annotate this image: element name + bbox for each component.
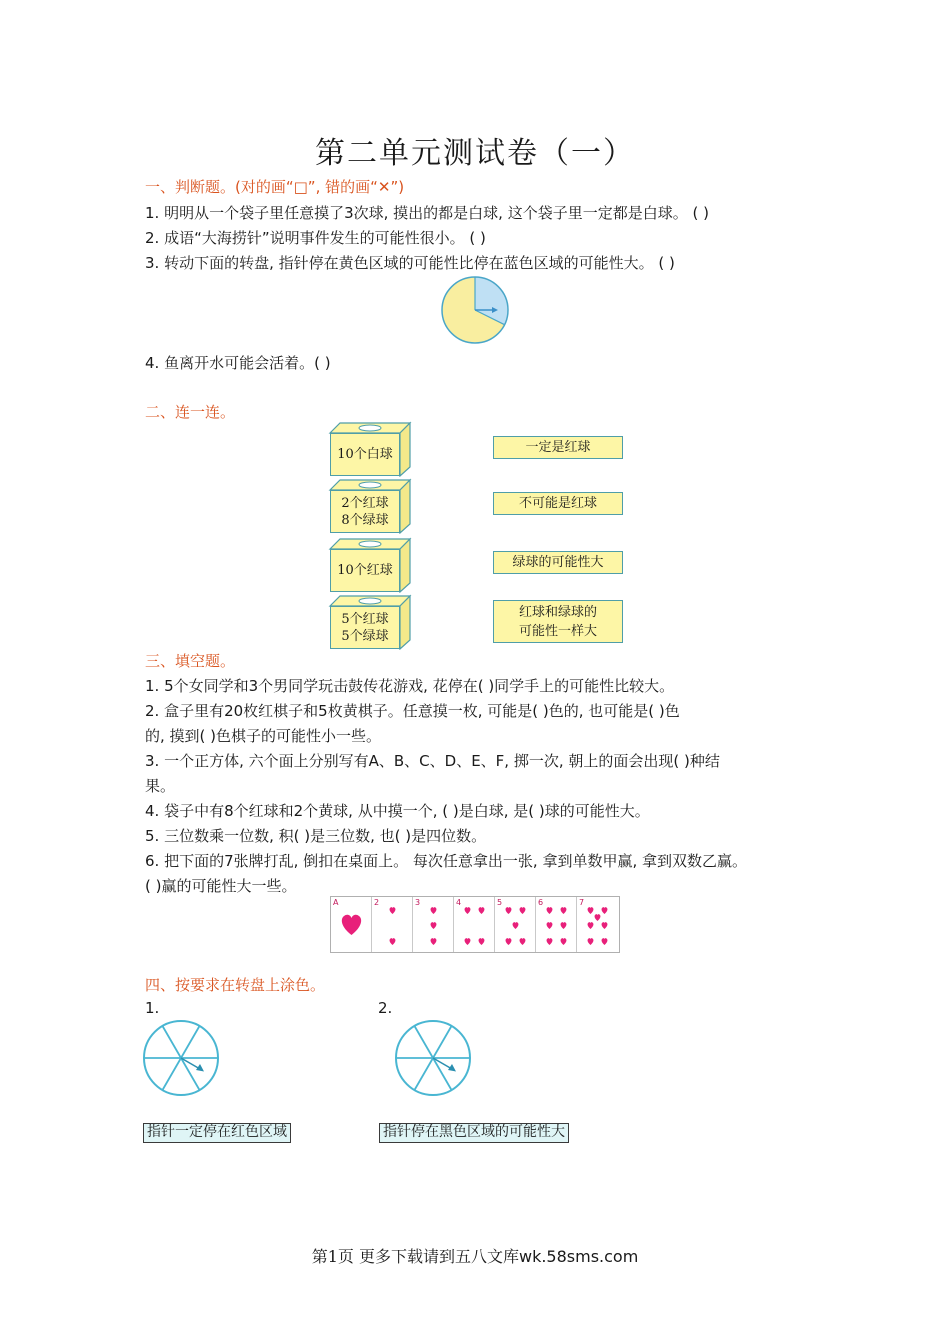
- heart-icon: [479, 907, 485, 914]
- option-1-text: 一定是红球: [525, 440, 591, 455]
- box-4-line-1: 5个红球: [341, 611, 389, 627]
- fill-line-6: 4. 袋子中有8个红球和2个黄球, 从中摸一个, ( )是白球, 是( )球的可能性大。: [145, 802, 650, 820]
- wheel-1-label: 1.: [145, 999, 160, 1017]
- heart-icon: [465, 907, 471, 914]
- card-5: [495, 897, 536, 952]
- heart-icon: [547, 907, 553, 914]
- card-3-rank: 3: [415, 898, 421, 907]
- fill-line-4: 3. 一个正方体, 六个面上分别写有A、B、C、D、E、F, 掷一次, 朝上的面会出现( )种结: [145, 752, 720, 770]
- card-4-rank: 4: [456, 898, 462, 907]
- option-4: [493, 600, 623, 643]
- section-4-heading: 四、按要求在转盘上涂色。: [145, 976, 326, 994]
- heart-icon: [547, 922, 553, 929]
- heart-icon: [506, 938, 512, 945]
- heart-icon: [588, 938, 594, 945]
- heart-icon: [431, 907, 437, 914]
- card-7-rank: 7: [579, 898, 585, 907]
- judge-item-3: 3. 转动下面的转盘, 指针停在黄色区域的可能性比停在蓝色区域的可能性大。 ( ): [145, 254, 675, 272]
- fill-line-8: 6. 把下面的7张牌打乱, 倒扣在桌面上。 每次任意拿出一张, 拿到单数甲赢, 拿到双数乙赢。: [145, 852, 748, 870]
- heart-icon: [520, 938, 526, 945]
- spinner-wheel-2[interactable]: [393, 1018, 473, 1098]
- option-4-line-1: 红球和绿球的: [518, 604, 597, 620]
- wheel-2-label: 2.: [378, 999, 393, 1017]
- card-5-rank: 5: [497, 898, 503, 907]
- heart-icon: [588, 907, 594, 914]
- fill-line-3: 的, 摸到( )色棋子的可能性小一些。: [145, 727, 382, 745]
- heart-icon: [561, 922, 567, 929]
- heart-icon: [602, 938, 608, 945]
- heart-icon: [431, 922, 437, 929]
- box-2-line-1: 2个红球: [341, 495, 389, 511]
- footer-text: 第1页 更多下载请到五八文库: [311, 1247, 519, 1266]
- heart-icon: [390, 938, 396, 945]
- option-2-text: 不可能是红球: [518, 496, 597, 511]
- card-2: [372, 897, 413, 952]
- option-2: [493, 492, 623, 515]
- section-1-heading: 一、判断题。(对的画“□”, 错的画“✕”): [145, 178, 405, 196]
- spinner-yellow-blue: [438, 274, 512, 346]
- heart-icon: [595, 914, 601, 921]
- heart-icon: [588, 922, 594, 929]
- option-3: [493, 551, 623, 574]
- heart-icon: [342, 915, 361, 935]
- footer-site-link[interactable]: wk.58sms.com: [518, 1247, 639, 1266]
- section-2-heading: 二、连一连。: [145, 403, 236, 421]
- card-4: [454, 897, 495, 952]
- judge-item-1: 1. 明明从一个袋子里任意摸了3次球, 摸出的都是白球, 这个袋子里一定都是白球。 ( ): [145, 204, 709, 222]
- page-title: 第二单元测试卷（一）: [315, 136, 635, 171]
- heart-icon: [513, 922, 519, 929]
- section-3-heading: 三、填空题。: [145, 652, 236, 670]
- card-7: [577, 897, 618, 952]
- option-1: [493, 436, 623, 459]
- option-4-line-2: 可能性一样大: [518, 623, 597, 639]
- heart-icon: [561, 938, 567, 945]
- card-a-rank: A: [333, 898, 339, 907]
- card-6-rank: 6: [538, 898, 544, 907]
- playing-cards: [330, 896, 620, 953]
- fill-line-2: 2. 盒子里有20枚红棋子和5枚黄棋子。任意摸一枚, 可能是( )色的, 也可能是( )色: [145, 702, 680, 720]
- card-3: [413, 897, 454, 952]
- heart-icon: [561, 907, 567, 914]
- wheel-1-caption: 指针一定停在红色区域: [143, 1123, 291, 1143]
- fill-line-9: ( )赢的可能性大一些。: [145, 877, 297, 895]
- fill-line-5: 果。: [145, 777, 176, 795]
- heart-icon: [602, 907, 608, 914]
- box-2-line-2: 8个绿球: [341, 512, 389, 528]
- box-4-line-2: 5个绿球: [341, 628, 389, 644]
- card-a: [331, 897, 372, 952]
- heart-icon: [506, 907, 512, 914]
- wheel-2-caption: 指针停在黑色区域的可能性大: [379, 1123, 569, 1143]
- fill-line-7: 5. 三位数乘一位数, 积( )是三位数, 也( )是四位数。: [145, 827, 487, 845]
- heart-icon: [602, 922, 608, 929]
- box-1-line-1: 10个白球: [337, 447, 393, 462]
- fill-line-1: 1. 5个女同学和3个男同学玩击鼓传花游戏, 花停在( )同学手上的可能性比较大。: [145, 677, 675, 695]
- spinner-wheel-1[interactable]: [141, 1018, 221, 1098]
- heart-icon: [479, 938, 485, 945]
- heart-icon: [520, 907, 526, 914]
- option-3-text: 绿球的可能性大: [512, 555, 604, 570]
- judge-item-2: 2. 成语“大海捞针”说明事件发生的可能性很小。 ( ): [145, 229, 486, 247]
- heart-icon: [547, 938, 553, 945]
- card-6: [536, 897, 577, 952]
- judge-item-4: 4. 鱼离开水可能会活着。( ): [145, 354, 331, 372]
- heart-icon: [431, 938, 437, 945]
- box-3-line-1: 10个红球: [337, 563, 393, 578]
- card-2-rank: 2: [374, 898, 380, 907]
- heart-icon: [390, 907, 396, 914]
- heart-icon: [465, 938, 471, 945]
- page-footer: [0, 1244, 950, 1267]
